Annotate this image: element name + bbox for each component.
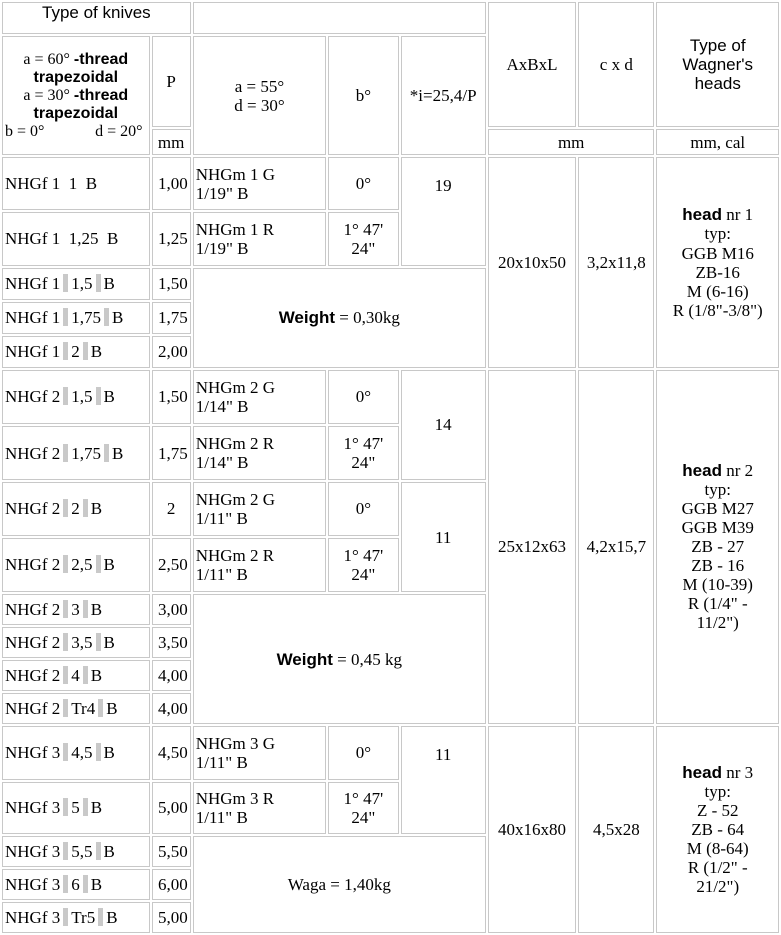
pitch-value: 4,00	[152, 693, 191, 724]
cell-text	[659, 763, 776, 782]
knife-name	[2, 594, 150, 625]
wagner-head-cell	[656, 157, 779, 367]
cell-text: 2	[71, 499, 80, 519]
pitch-value: 2	[152, 482, 191, 536]
knife-name	[2, 370, 150, 425]
knife-name	[2, 902, 150, 933]
separator-mark	[63, 699, 68, 717]
nhgm-cell	[193, 726, 327, 780]
separator-mark	[96, 555, 101, 573]
cell-text: NHGm 3 G	[195, 733, 276, 753]
nhgm-cell	[193, 370, 327, 425]
cell-text: B	[85, 174, 98, 194]
pitch-value: 1,75	[152, 302, 191, 334]
knife-name	[2, 869, 150, 900]
nhgm-cell	[193, 212, 327, 266]
cell-text: NHGf 2	[5, 633, 61, 653]
cxd-value: 4,2x15,7	[578, 370, 654, 724]
knife-name	[2, 302, 150, 334]
pitch-value: 2,00	[152, 336, 191, 368]
cell-text: NHGm 2 G	[195, 489, 276, 509]
cell-text: 1/19" B	[195, 183, 249, 203]
separator-mark	[63, 387, 68, 405]
wagner-heads-header: Type of Wagner's heads	[656, 2, 779, 127]
cell-text: NHGf 2	[5, 499, 61, 519]
cell-text: nr 3	[726, 762, 754, 782]
cell-text: NHGf 2	[5, 387, 61, 407]
cell-text: B	[107, 229, 119, 249]
cell-text: B	[90, 499, 103, 519]
cell-text: B	[103, 842, 115, 862]
type-of-knives-header: Type of knives	[2, 2, 191, 34]
axbxl-value: 25x12x63	[488, 370, 576, 724]
cell-text: B	[103, 387, 115, 407]
cell-text: 1/11" B	[195, 564, 248, 584]
cell-text: 1/14" B	[195, 396, 249, 416]
i-value: 11	[401, 726, 486, 834]
b-angle-value: 0°	[328, 482, 398, 536]
knife-name	[2, 538, 150, 593]
cell-text: B	[112, 443, 124, 463]
weight-cell	[193, 594, 486, 724]
b-angle-value: 0°	[328, 726, 398, 780]
thread-type-header	[2, 36, 150, 156]
cell-text: B	[90, 875, 103, 895]
wagner-head-cell	[656, 370, 779, 724]
cell-text: typ:	[704, 224, 731, 244]
axbxl-header: AxBxL	[488, 2, 576, 127]
pitch-value: 4,00	[152, 660, 191, 691]
separator-mark	[98, 908, 103, 926]
cell-text: NHGf 1	[5, 308, 61, 328]
cell-text: 3,5	[71, 633, 93, 653]
cell-text: 3	[71, 600, 80, 620]
cell-text: GGB M27	[681, 499, 754, 519]
separator-mark	[83, 798, 88, 816]
cell-text: B	[90, 665, 103, 685]
cell-text: NHGf 2	[5, 698, 61, 718]
pitch-value: 1,50	[152, 370, 191, 425]
cell-text: R (1/2" -	[687, 858, 748, 877]
cell-text: = 0,30kg	[339, 308, 400, 328]
b-angle-value: 0°	[328, 370, 398, 425]
knife-name	[2, 726, 150, 780]
cell-text: NHGf 3	[5, 907, 61, 927]
nhgm-cell	[193, 482, 327, 536]
cell-text: ZB-16	[695, 262, 740, 282]
separator-mark	[83, 666, 88, 684]
separator-mark	[98, 699, 103, 717]
cell-text: B	[103, 633, 115, 653]
mm-header: mm	[488, 129, 655, 156]
separator-mark	[104, 444, 109, 462]
cell-text: NHGm 3 R	[195, 788, 275, 808]
cell-text: NHGf 1	[5, 342, 61, 362]
cell-text: 1/11" B	[195, 807, 248, 827]
cell-text: Tr4	[71, 698, 96, 718]
separator-mark	[96, 274, 101, 292]
separator-mark	[96, 842, 101, 860]
cell-text: head	[682, 461, 722, 481]
b-angle-value: 1° 47' 24"	[328, 212, 398, 266]
knife-name	[2, 482, 150, 536]
cxd-header: c x d	[578, 2, 654, 127]
cell-text: ZB - 16	[691, 556, 745, 576]
thread-label-2: -thread trapezoidal	[33, 86, 129, 122]
cell-text: B	[112, 308, 124, 328]
separator-mark	[63, 274, 68, 292]
cell-text: M (8-64)	[686, 838, 749, 858]
separator-mark	[63, 633, 68, 651]
cell-text: 5	[71, 798, 80, 818]
cell-text: NHGf 3	[5, 743, 61, 763]
cell-text: B	[90, 600, 103, 620]
cell-text: head	[682, 762, 722, 782]
cxd-value: 3,2x11,8	[578, 157, 654, 367]
knife-name	[2, 693, 150, 724]
cell-text: NHGm 1 G	[195, 164, 276, 184]
i-value: 11	[401, 482, 486, 592]
cell-text: 4,5	[71, 743, 93, 763]
cell-text: NHGf 1	[5, 174, 61, 194]
cell-text: B	[90, 342, 103, 362]
pitch-value: 3,50	[152, 627, 191, 658]
wagner-head-cell	[656, 726, 779, 933]
separator-mark	[63, 798, 68, 816]
cell-text: NHGf 3	[5, 798, 61, 818]
angle-header	[193, 36, 327, 156]
cell-text: 1/19" B	[195, 238, 249, 258]
cell-text: 1,75	[71, 443, 101, 463]
b-angle-value: 1° 47' 24"	[328, 538, 398, 593]
cell-text: NHGm 2 R	[195, 434, 275, 454]
angle-b0: b = 0°	[5, 122, 45, 140]
cell-text: 1/14" B	[195, 453, 249, 473]
angle-d30: d = 30°	[234, 95, 285, 115]
cell-text: B	[90, 798, 103, 818]
cell-text: 1,25	[68, 229, 99, 249]
pitch-value: 1,00	[152, 157, 191, 210]
cell-text: NHGf 1	[5, 274, 61, 294]
pitch-value: 1,50	[152, 268, 191, 300]
separator-mark	[96, 633, 101, 651]
cell-text: 4	[71, 665, 80, 685]
angle-d20: d = 20°	[95, 122, 143, 140]
angle-a55: a = 55°	[234, 76, 285, 96]
separator-mark	[104, 308, 109, 326]
cell-text: 21/2")	[696, 877, 740, 897]
p-header: P	[152, 36, 191, 127]
cell-text: NHGm 2 G	[195, 377, 276, 397]
cell-text: NHGm 2 R	[195, 545, 275, 565]
separator-mark	[63, 842, 68, 860]
i-value: 14	[401, 370, 486, 480]
separator-mark	[63, 444, 68, 462]
cell-text: 1,75	[71, 308, 101, 328]
separator-mark	[63, 555, 68, 573]
cell-text: Weight	[276, 649, 333, 669]
header-blank-cell	[193, 2, 486, 34]
b-angle-value: 1° 47' 24"	[328, 426, 398, 480]
cell-text	[659, 461, 776, 480]
knife-name	[2, 336, 150, 368]
separator-mark	[63, 499, 68, 517]
pitch-value: 4,50	[152, 726, 191, 780]
nhgm-cell	[193, 157, 327, 210]
cell-text: Weight	[278, 308, 336, 328]
cell-text: 1/11" B	[195, 508, 248, 528]
cell-text: 1	[68, 174, 78, 194]
cell-text: typ:	[704, 480, 731, 500]
separator-mark	[63, 666, 68, 684]
p-unit-header: mm	[152, 129, 191, 156]
pitch-value: 3,00	[152, 594, 191, 625]
separator-mark	[63, 875, 68, 893]
cell-text: NHGf 2	[5, 665, 61, 685]
separator-mark	[63, 342, 68, 360]
i-value: 19	[401, 157, 486, 265]
pitch-value: 2,50	[152, 538, 191, 593]
nhgm-cell	[193, 426, 327, 480]
cell-text: M (6-16)	[686, 281, 749, 301]
b-angle-value: 1° 47' 24"	[328, 782, 398, 835]
cell-text: ZB - 64	[691, 819, 745, 839]
separator-mark	[83, 499, 88, 517]
cell-text: 2,5	[71, 555, 93, 575]
weight-cell: Waga = 1,40kg	[193, 836, 486, 933]
i-formula-header: *i=25,4/P	[401, 36, 486, 156]
cell-text: NHGm 1 R	[195, 219, 275, 239]
cell-text: 2	[71, 342, 80, 362]
knife-name	[2, 782, 150, 835]
separator-mark	[63, 600, 68, 618]
cell-text: NHGf 2	[5, 600, 61, 620]
thread-label-1: -thread trapezoidal	[33, 50, 129, 86]
angle-60: a = 60°	[23, 50, 70, 68]
b-angle-value: 0°	[328, 157, 398, 210]
cell-text	[5, 51, 147, 87]
pitch-value: 6,00	[152, 869, 191, 900]
cell-text: R (1/4" -	[687, 594, 748, 614]
cell-text: 1/11" B	[195, 752, 248, 772]
cell-text: B	[106, 907, 118, 927]
pitch-value: 5,00	[152, 782, 191, 835]
cell-text: Tr5	[71, 907, 96, 927]
knife-name	[2, 836, 150, 867]
separator-mark	[83, 875, 88, 893]
pitch-value: 1,75	[152, 426, 191, 480]
pitch-value: 5,00	[152, 902, 191, 933]
knife-name	[2, 660, 150, 691]
separator-mark	[83, 342, 88, 360]
knife-name	[2, 157, 150, 210]
angle-30: a = 30°	[23, 86, 70, 104]
cell-text	[5, 87, 147, 123]
b-deg-header: b°	[328, 36, 398, 156]
cell-text: B	[103, 743, 115, 763]
cell-text: 1,5	[71, 387, 93, 407]
knife-name	[2, 212, 150, 266]
cell-text: NHGf 3	[5, 875, 61, 895]
cell-text: NHGf 2	[5, 555, 61, 575]
cell-text: head	[682, 205, 722, 225]
cell-text: NHGf 2	[5, 443, 61, 463]
separator-mark	[63, 908, 68, 926]
cell-text: GGB M39	[681, 518, 754, 538]
nhgm-cell	[193, 538, 327, 593]
cell-text	[5, 123, 147, 141]
pitch-value: 5,50	[152, 836, 191, 867]
cell-text: 6	[71, 875, 80, 895]
cell-text: GGB M16	[681, 243, 754, 263]
cell-text: ZB - 27	[691, 537, 745, 557]
nhgm-cell	[193, 782, 327, 835]
separator-mark	[63, 308, 68, 326]
cell-text: 11/2")	[696, 613, 739, 633]
cell-text: B	[106, 698, 118, 718]
knife-name	[2, 627, 150, 658]
cell-text: NHGf 3	[5, 842, 61, 862]
cell-text: R (1/8"-3/8")	[672, 300, 763, 320]
knife-name	[2, 426, 150, 480]
separator-mark	[96, 387, 101, 405]
cell-text	[659, 205, 776, 224]
separator-mark	[83, 600, 88, 618]
cell-text: 1,5	[71, 274, 93, 294]
cell-text: B	[103, 274, 115, 294]
cell-text: B	[103, 555, 115, 575]
knife-name	[2, 268, 150, 300]
cell-text: nr 2	[726, 461, 754, 481]
cell-text: M (10-39)	[682, 575, 753, 595]
cell-text: nr 1	[726, 205, 754, 225]
cell-text: Z - 52	[696, 800, 739, 820]
cxd-value: 4,5x28	[578, 726, 654, 933]
axbxl-value: 20x10x50	[488, 157, 576, 367]
separator-mark	[96, 743, 101, 761]
separator-mark	[63, 743, 68, 761]
cell-text: NHGf 1	[5, 229, 61, 249]
axbxl-value: 40x16x80	[488, 726, 576, 933]
cell-text: typ:	[704, 781, 731, 801]
mm-cal-header: mm, cal	[656, 129, 779, 156]
cell-text: = 0,45 kg	[337, 649, 403, 669]
cell-text: 5,5	[71, 842, 93, 862]
pitch-value: 1,25	[152, 212, 191, 266]
weight-cell	[193, 268, 486, 368]
